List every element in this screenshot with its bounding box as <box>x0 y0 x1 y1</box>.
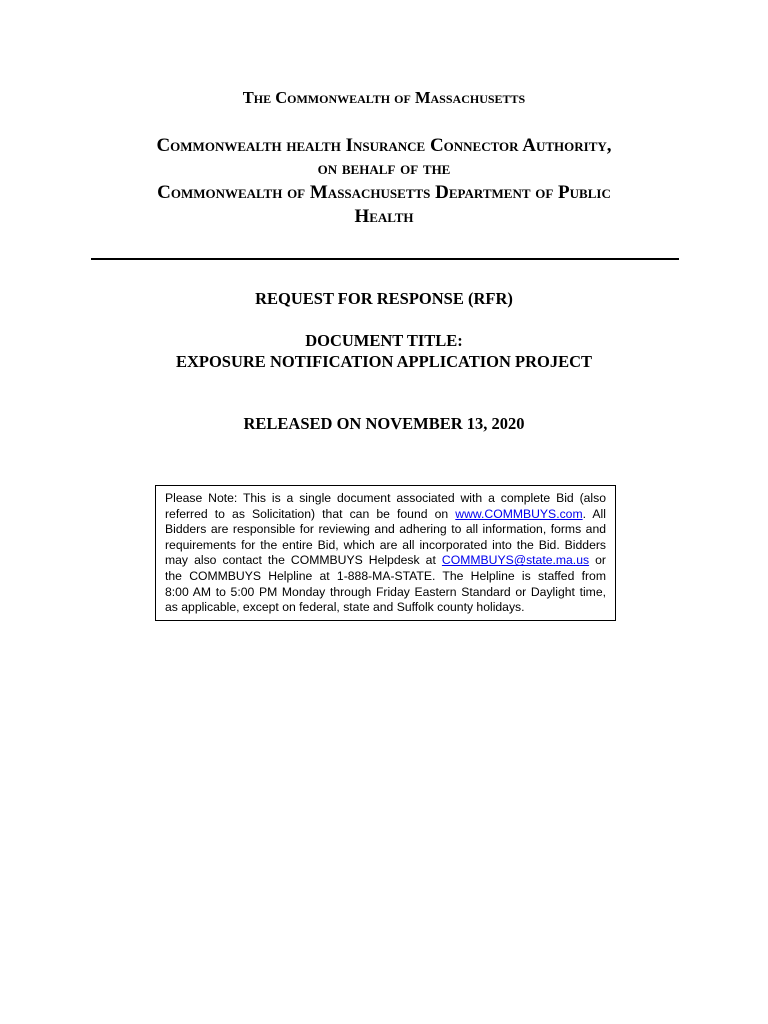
note-line-4: requirements for the entire Bid, which are all incorporated into the Bid. Bidders <box>165 537 606 552</box>
note-text: . All <box>582 506 606 521</box>
agency-line-2: on behalf of the <box>317 158 451 179</box>
document-title: EXPOSURE NOTIFICATION APPLICATION PROJECT <box>175 352 593 371</box>
note-line-3: Bidders are responsible for reviewing and adhering to all information, forms and <box>165 522 606 537</box>
rfr-heading: REQUEST FOR RESPONSE (RFR) <box>255 289 513 308</box>
note-line-7: 8:00 AM to 5:00 PM Monday through Friday Eastern Standard or Daylight time, <box>165 584 606 599</box>
agency-line-4: Health <box>354 206 414 227</box>
horizontal-rule <box>91 258 679 260</box>
commbuys-website-link[interactable]: www.COMMBUYS.com <box>455 506 583 521</box>
agency-line-3: Commonwealth of Massachusetts Department of Public <box>157 182 611 203</box>
note-line-2 <box>165 507 606 523</box>
release-date: RELEASED ON NOVEMBER 13, 2020 <box>243 414 525 433</box>
note-line-1: Please Note: This is a single document associated with a complete Bid (also <box>165 491 606 505</box>
commonwealth-heading: The Commonwealth of Massachusetts <box>242 88 526 107</box>
note-text: referred to as Solicitation) that can be found on <box>165 506 456 521</box>
note-text: or <box>589 553 606 568</box>
note-line-8: as applicable, except on federal, state and Suffolk county holidays. <box>165 600 525 615</box>
document-title-label: DOCUMENT TITLE: <box>305 331 463 350</box>
note-text: may also contact the COMMBUYS Helpdesk at <box>165 553 442 568</box>
commbuys-email-link[interactable]: COMMBUYS@state.ma.us <box>441 553 590 568</box>
agency-line-1: Commonwealth health Insurance Connector Authority, <box>156 135 612 156</box>
please-note-box <box>155 485 616 621</box>
note-line-6: the COMMBUYS Helpline at 1-888-MA-STATE. The Helpline is staffed from <box>165 568 606 583</box>
note-line-5 <box>165 553 606 569</box>
